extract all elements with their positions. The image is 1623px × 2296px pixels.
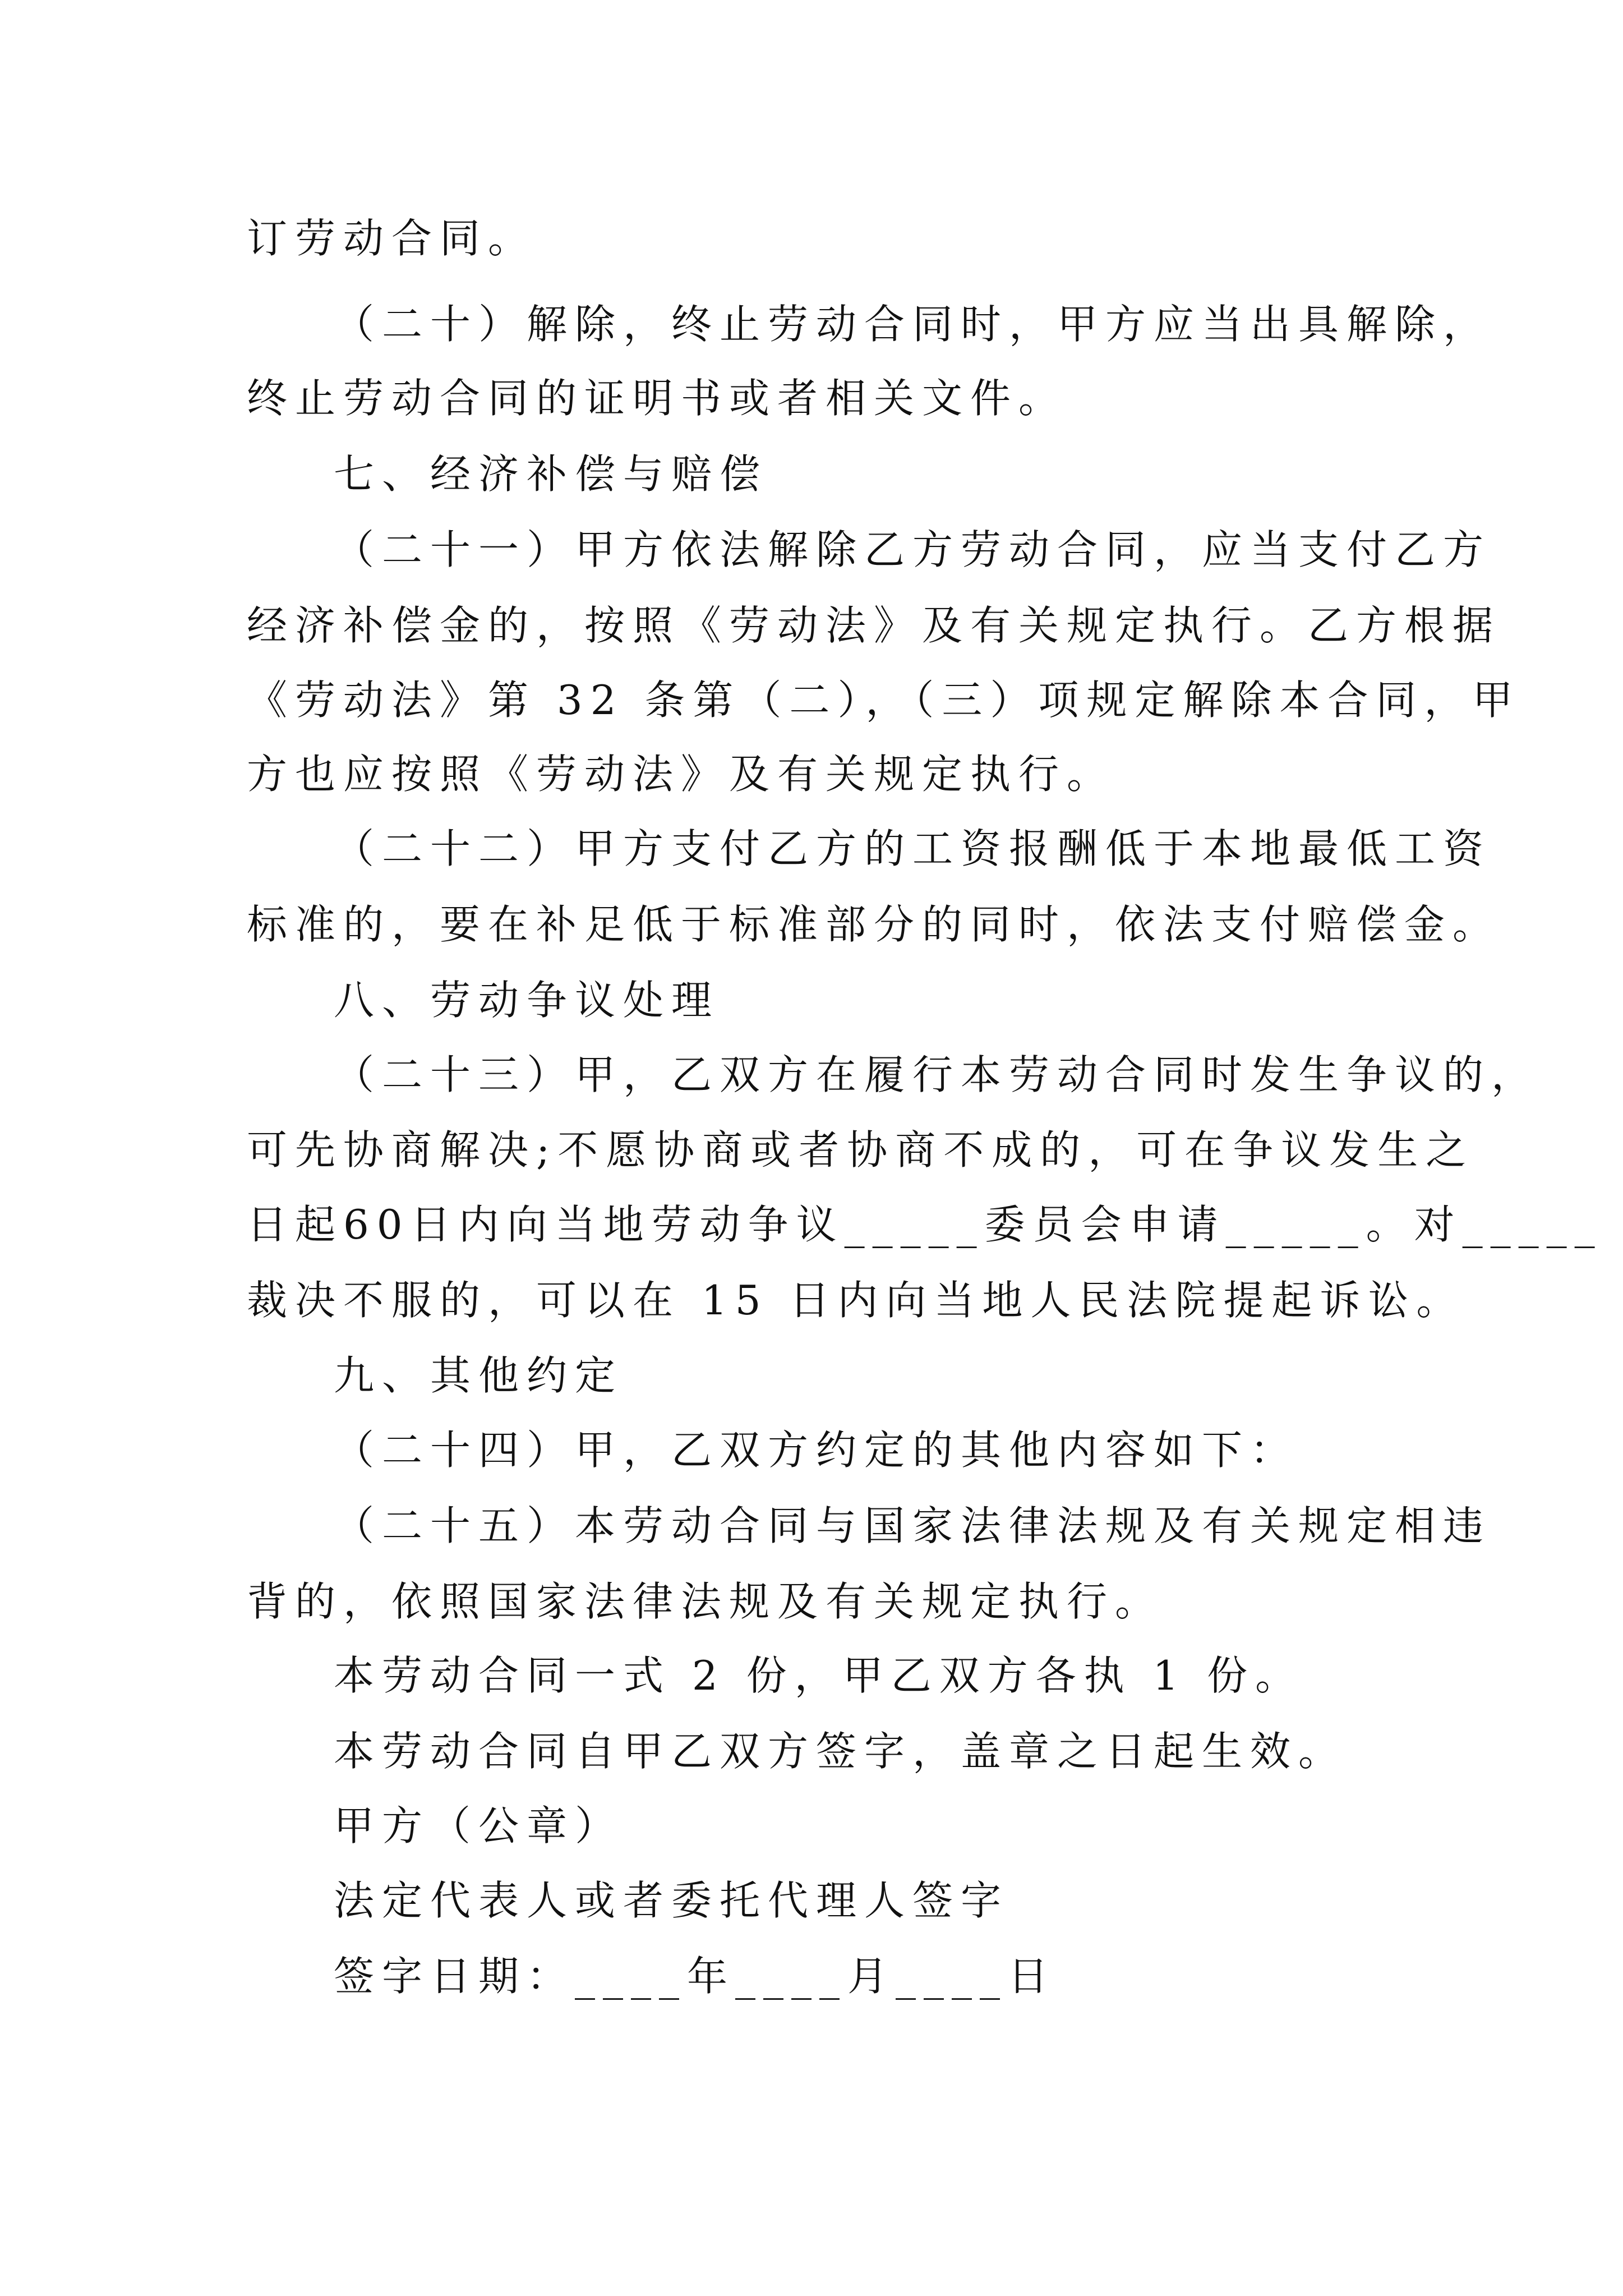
text-line-18: （二十五）本劳动合同与国家法律法规及有关规定相违 [334,1502,1492,1549]
text-line-14: 日起60日内向当地劳动争议_____委员会申请_____。对_____ [247,1201,1603,1248]
signature-line: 法定代表人或者委托代理人签字 [334,1877,1009,1924]
text-line-3: 终止劳动合同的证明书或者相关文件。 [247,375,1067,422]
text-line-21: 本劳动合同自甲乙双方签字，盖章之日起生效。 [334,1728,1347,1775]
text-line-17: （二十四）甲，乙双方约定的其他内容如下： [334,1427,1299,1474]
section-heading-7: 七、经济补偿与赔偿 [334,450,768,498]
text-line-9: （二十二）甲方支付乙方的工资报酬低于本地最低工资 [334,825,1492,872]
party-a-seal-line: 甲方（公章） [334,1802,624,1849]
text-line-12: （二十三）甲，乙双方在履行本劳动合同时发生争议的， [334,1051,1540,1098]
text-line-15: 裁决不服的，可以在 15 日内向当地人民法院提起诉讼。 [247,1277,1465,1324]
text-line-5: （二十一）甲方依法解除乙方劳动合同，应当支付乙方 [334,526,1492,573]
section-heading-8: 八、劳动争议处理 [334,977,720,1024]
text-line-13: 可先协商解决;不愿协商或者协商不成的，可在争议发生之 [247,1126,1474,1174]
text-line-20: 本劳动合同一式 2 份，甲乙双方各执 1 份。 [334,1652,1304,1699]
text-line-10: 标准的，要在补足低于标准部分的同时，依法支付赔偿金。 [247,901,1501,948]
text-line-2: （二十）解除，终止劳动合同时，甲方应当出具解除， [334,301,1492,348]
text-line-8: 方也应按照《劳动法》及有关规定执行。 [247,751,1115,798]
signature-date-line: 签字日期：____年____月____日 [334,1953,1057,2000]
section-heading-9: 九、其他约定 [334,1352,624,1399]
text-line-6: 经济补偿金的，按照《劳动法》及有关规定执行。乙方根据 [247,602,1501,649]
text-line-19: 背的，依照国家法律法规及有关规定执行。 [247,1578,1164,1625]
text-line-7: 《劳动法》第 32 条第（二），（三）项规定解除本合同，甲 [247,677,1521,724]
text-line-1: 订劳动合同。 [247,215,537,262]
